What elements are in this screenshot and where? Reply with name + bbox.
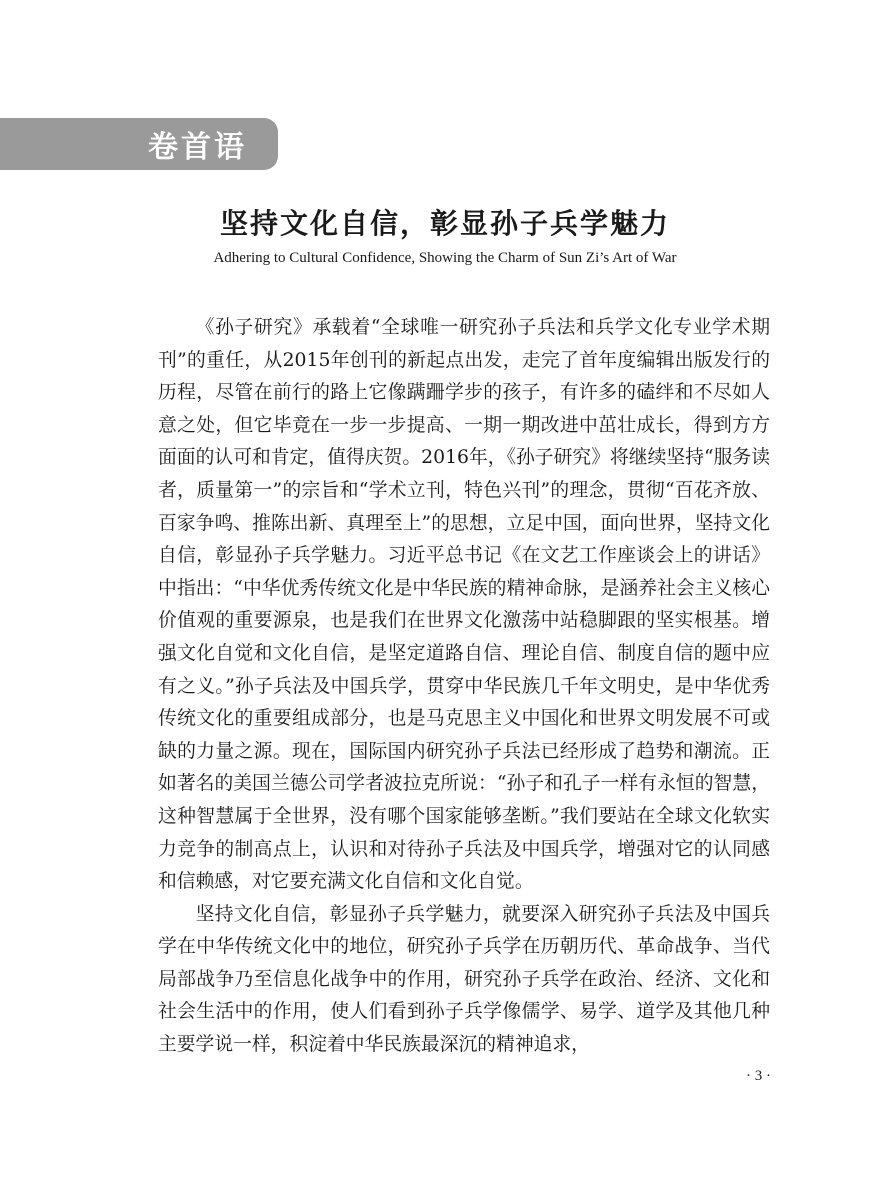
paragraph-1: 《孙子研究》承载着“全球唯一研究孙子兵法和兵学文化专业学术期刊”的重任，从2015年创刊的新起点出发，走完了首年度编辑出版发行的历程，尽管在前行的路上它像蹒跚学步的孩子，有许多的磕绊和不尽如人意之处，但它毕竟在一步一步提高、一期一期改进中茁壮成长，得到方方面面的认可和肯定，值得庆贺。2016年，《孙子研究》将继续坚持“服务读者，质量第一”的宗旨和“学术立刊，特色兴刊”的理念，贯彻“百花齐放、百家争鸣、推陈出新、真理至上”的思想，立足中国，面向世界，坚持文化自信，彰显孙子兵学魅力。习近平总书记《在文艺工作座谈会上的讲话》中指出：“中华优秀传统文化是中华民族的精神命脉，是涵养社会主义核心价值观的重要源泉，也是我们在世界文化激荡中站稳脚跟的坚实根基。增强文化自觉和文化自信，是坚定道路自信、理论自信、制度自信的题中应有之义。”孙子兵法及中国兵学，贯穿中华民族几千年文明史，是中华优秀传统文化的重要组成部分，也是马克思主义中国化和世界文明发展不可或缺的力量之源。现在，国际国内研究孙子兵法已经形成了趋势和潮流。正如著名的美国兰德公司学者波拉克所说：“孙子和孔子一样有永恒的智慧，这种智慧属于全世界，没有哪个国家能够垄断。”我们要站在全球文化软实力竞争的制高点上，认识和对待孙子兵法及中国兵学，增强对它的认同感和信赖感，对它要充满文化自信和文化自觉。 [158,317,770,893]
article-subtitle: Adhering to Cultural Confidence, Showing the Charm of Sun Zi’s Art of War [213,250,677,266]
article-body [158,312,770,1062]
article-title: 坚持文化自信，彰显孙子兵学魅力 [219,207,670,240]
page-number: · 3 · [746,1068,771,1084]
paragraph-2: 坚持文化自信，彰显孙子兵学魅力，就要深入研究孙子兵法及中国兵学在中华传统文化中的地位，研究孙子兵学在历朝历代、革命战争、当代局部战争乃至信息化战争中的作用，研究孙子兵学在政治、经济、文化和社会生活中的作用，使人们看到孙子兵学像儒学、易学、道学及其他几种主要学说一样，积淀着中华民族最深沉的精神追求， [158,903,770,1056]
section-banner-label: 卷首语 [148,130,247,165]
section-banner [0,118,278,170]
